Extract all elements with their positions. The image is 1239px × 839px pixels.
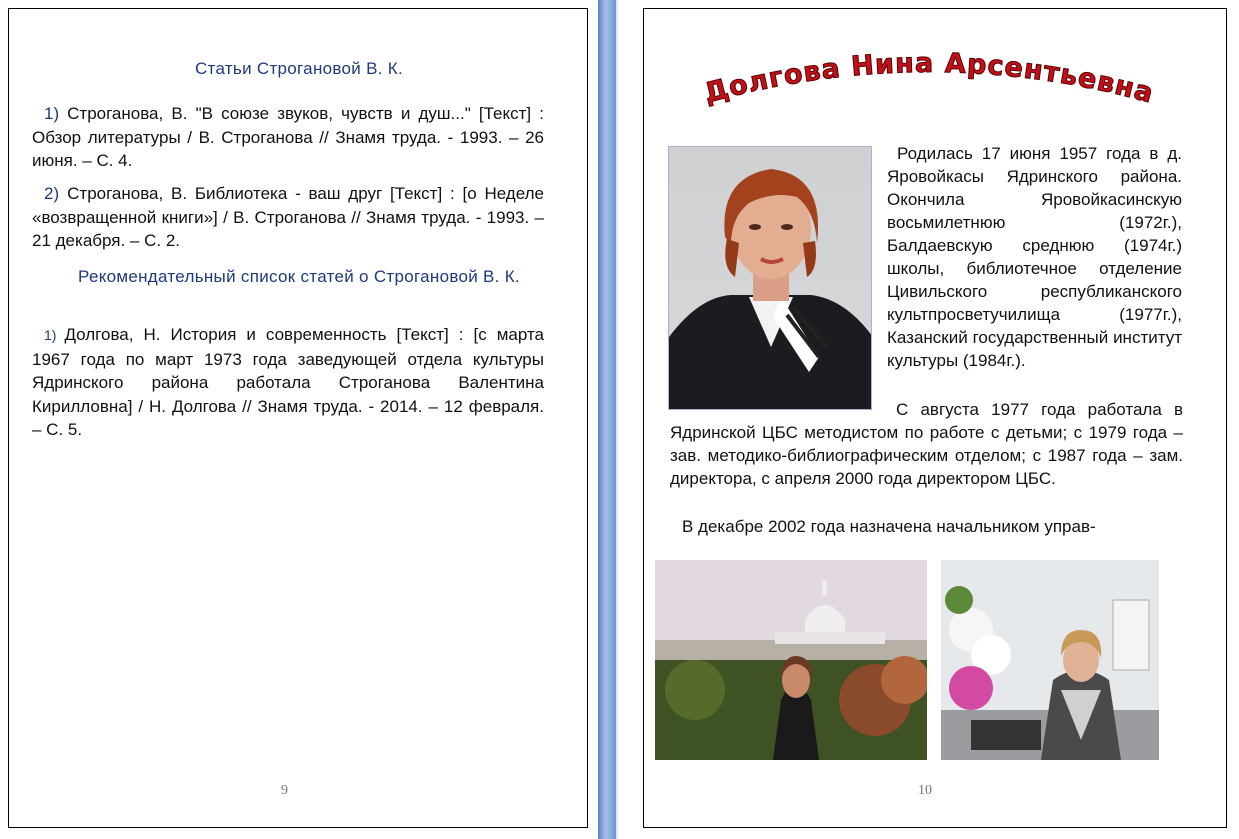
list-number: 1) xyxy=(44,327,57,343)
bio-paragraph-1: Родилась 17 июня 1957 года в д. Яровойкасы Ядринского района. Окончила Яровойкасинскую восьмилетнюю (1972г.), Балдаевскую среднюю (1974г.) школы, библиотечное отделение Цивильского республиканского культпросветучилища (1977г.), Казанский государственный институт культуры (1984г.). xyxy=(887,144,1182,370)
article-item-2 xyxy=(32,182,544,253)
gutter-edge xyxy=(616,0,618,839)
page-left xyxy=(8,8,588,828)
recommended-item-1 xyxy=(32,323,544,442)
photo-office xyxy=(941,560,1159,760)
page-right xyxy=(643,8,1227,828)
title-wordart xyxy=(694,47,1164,115)
page-gutter xyxy=(598,0,616,839)
article-item-1 xyxy=(32,102,544,173)
bio-paragraph-2: С августа 1977 года работала в Ядринской ЦБС методистом по работе с детьми; с 1979 года – зав. методико-библиографическим отделом; с 1987 года – зам. директора, с апреля 2000 года директором ЦБС. xyxy=(670,400,1183,488)
page-number-left: 9 xyxy=(281,783,288,798)
list-number: 2) xyxy=(44,184,60,203)
heading-articles: Статьи Строгановой В. К. xyxy=(194,59,404,78)
heading-recommended: Рекомендательный список статей о Строгановой В. К. xyxy=(78,267,520,286)
recommended-text: Долгова, Н. История и современность [Текст] : [с марта 1967 года по март 1973 года заведующей отдела культуры Ядринского района работала Строганова Валентина Кирилловна] / Н. Долгова // Знамя труда. - 2014. – 12 февраля. – С. 5. xyxy=(32,325,544,439)
page-number-right: 10 xyxy=(918,783,932,798)
article-text: Строганова, В. Библиотека - ваш друг [Текст] : [о Неделе «возвращенной книги»] / В. Строганова // Знамя труда. - 1993. – 21 декабря. – С. 2. xyxy=(32,184,544,250)
portrait-photo xyxy=(668,146,872,410)
bio-paragraph-3: В декабре 2002 года назначена начальником управ- xyxy=(682,517,1096,536)
person-title: Долгова Нина Арсентьевна xyxy=(700,47,1158,110)
list-number: 1) xyxy=(44,104,60,123)
article-text: Строганова, В. "В союзе звуков, чувств и душ..." [Текст] : Обзор литературы / В. Строганова // Знамя труда. - 1993. – 26 июня. – С. 4. xyxy=(32,104,544,170)
photo-capitol xyxy=(655,560,927,760)
svg-text:Долгова Нина Арсентьевна xyxy=(701,48,1158,110)
